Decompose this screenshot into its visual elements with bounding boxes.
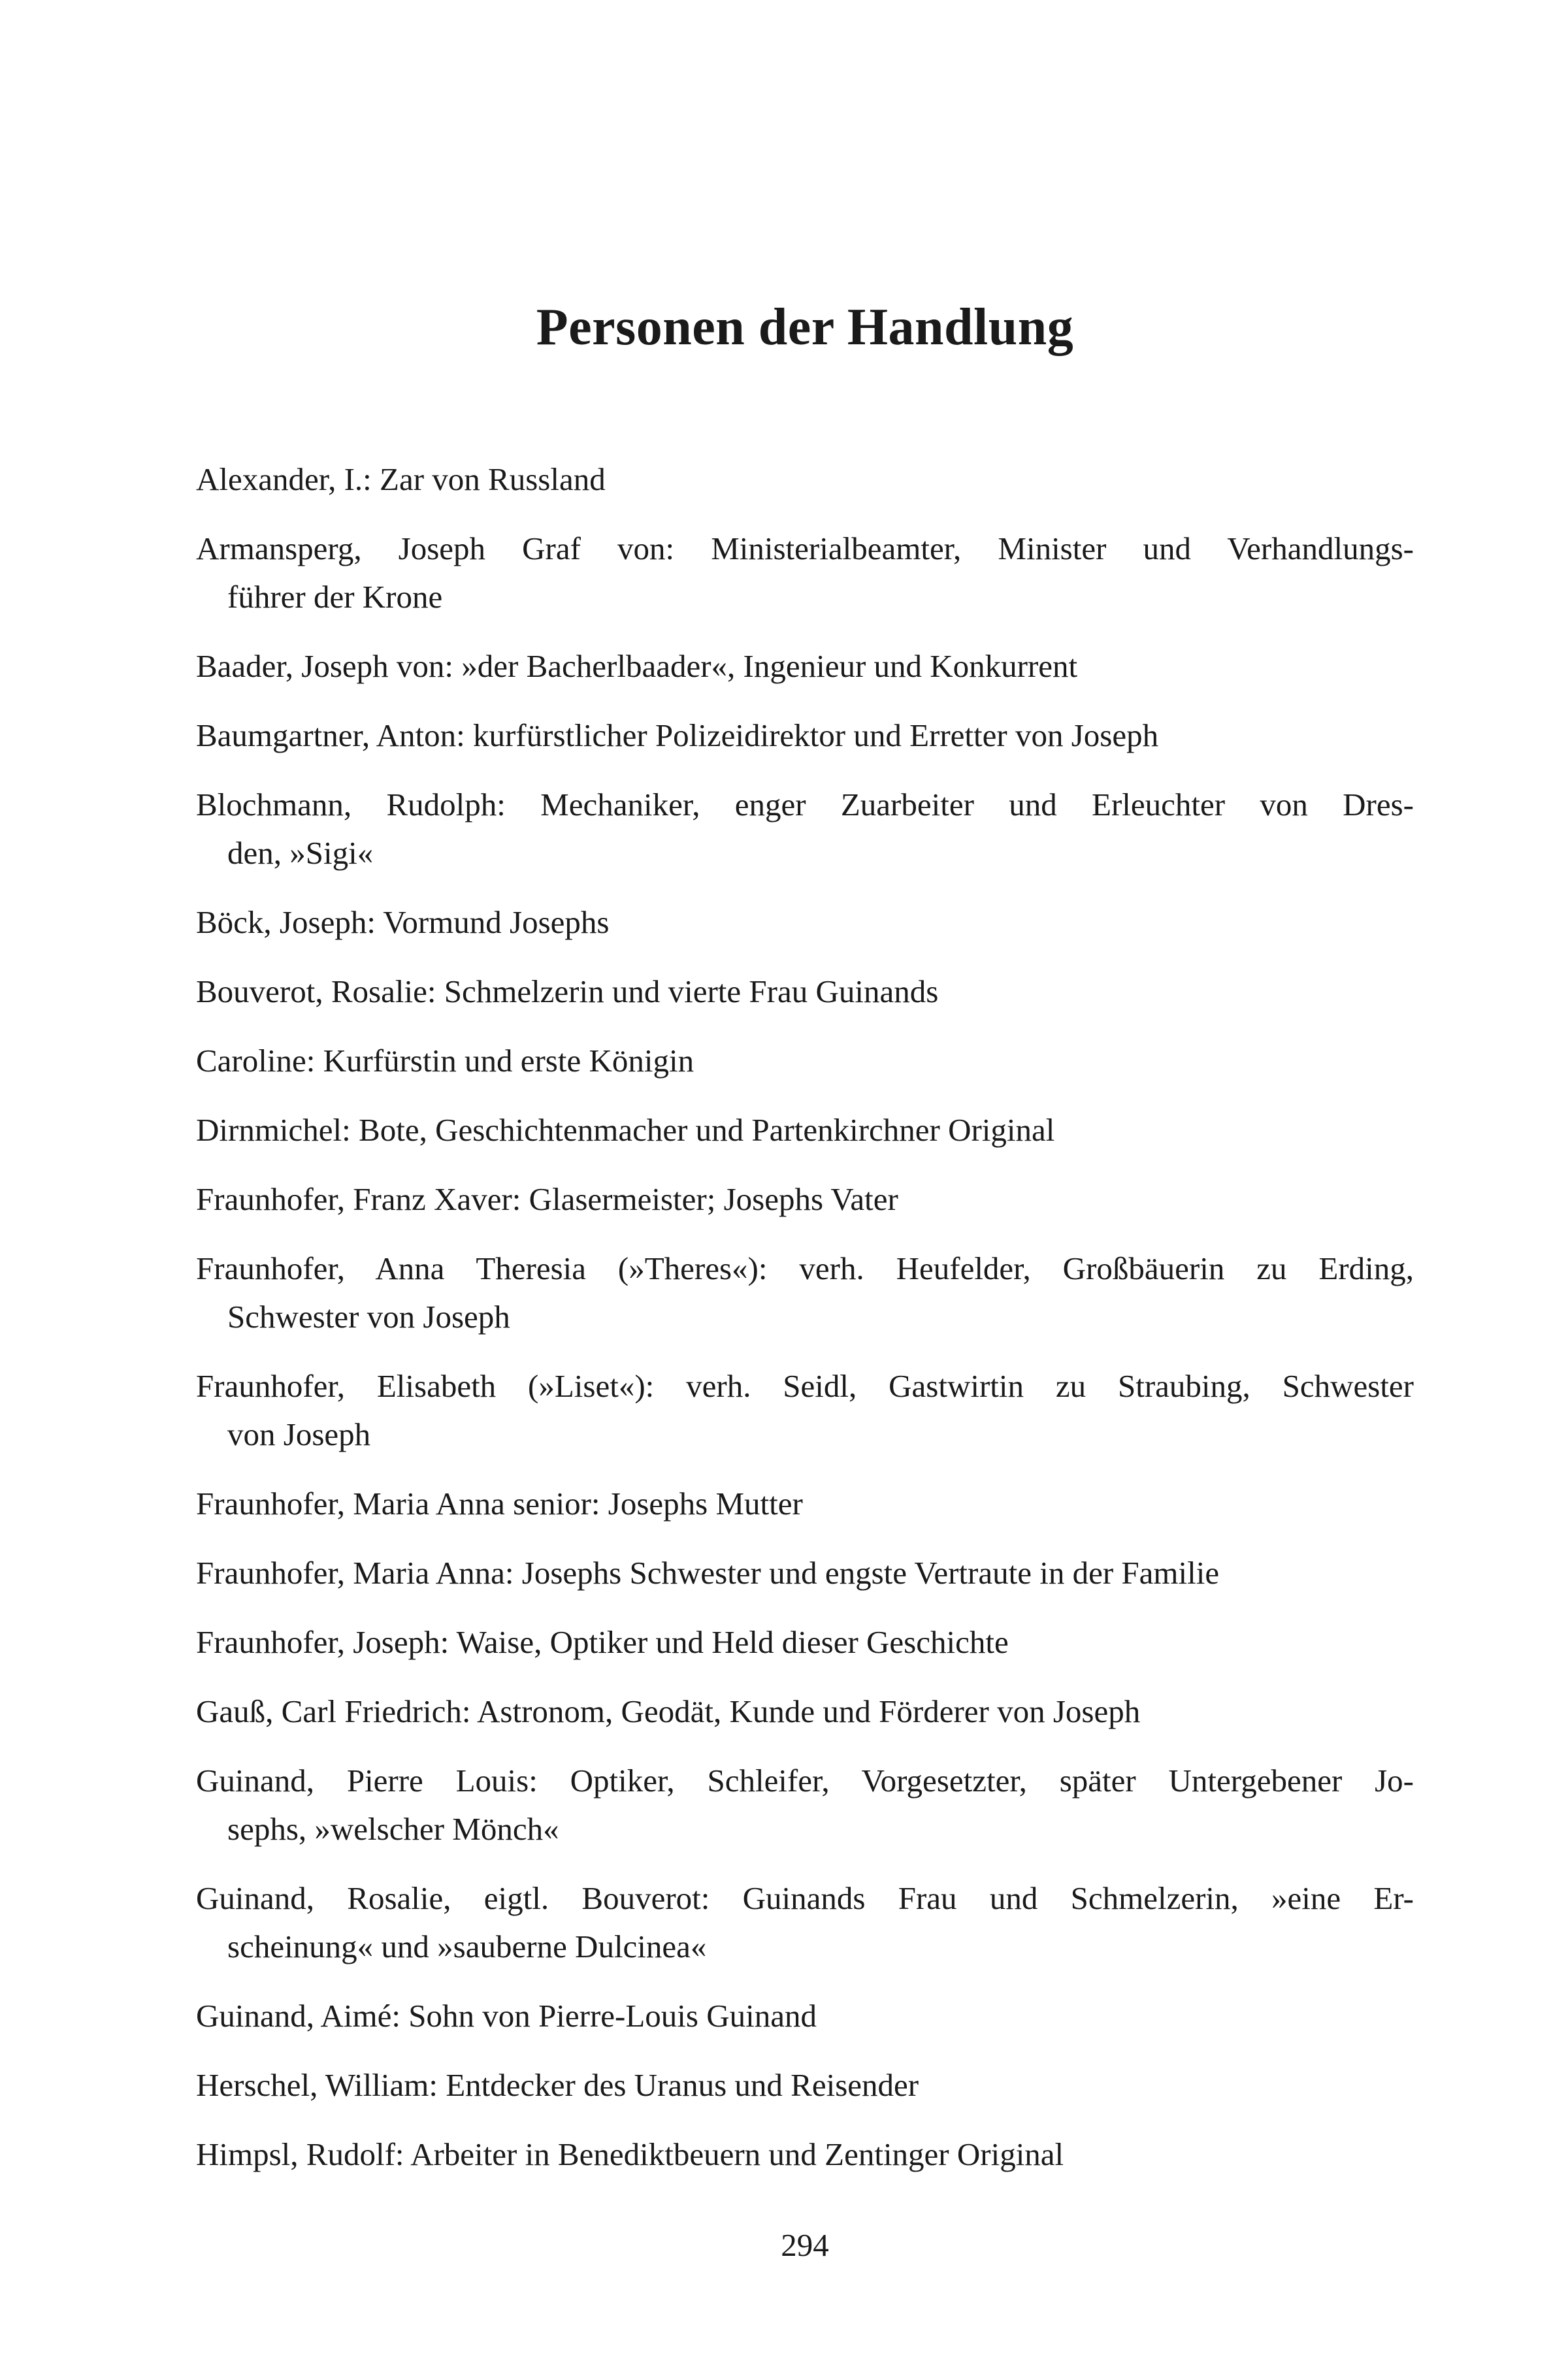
entry-line: von Joseph xyxy=(227,1416,371,1452)
character-entry xyxy=(196,1874,1414,1971)
entry-line: Fraunhofer, Maria Anna: Josephs Schwester und engste Vertraute in der Familie xyxy=(196,1555,1220,1591)
entry-line: scheinung« und »sauberne Dulcinea« xyxy=(227,1929,707,1964)
page-number: 294 xyxy=(781,2227,829,2263)
character-entry xyxy=(196,1245,1414,1341)
character-entry xyxy=(196,2061,1414,2109)
character-entry xyxy=(196,1757,1414,1853)
entry-line: Guinand, Pierre Louis: Optiker, Schleifer, Vorgesetzter, später Untergebener Jo- xyxy=(196,1763,1414,1799)
character-entry xyxy=(196,1106,1414,1154)
entry-line: Baader, Joseph von: »der Bacherlbaader«, Ingenieur und Konkurrent xyxy=(196,648,1078,684)
character-entry xyxy=(196,1992,1414,2040)
entry-line: Fraunhofer, Franz Xaver: Glasermeister; Josephs Vater xyxy=(196,1181,898,1217)
character-entry xyxy=(196,1362,1414,1459)
character-entry xyxy=(196,1037,1414,1085)
character-entry xyxy=(196,968,1414,1016)
entry-line: Schwester von Joseph xyxy=(227,1299,510,1335)
entry-line: den, »Sigi« xyxy=(227,835,374,871)
page-title: Personen der Handlung xyxy=(536,299,1074,356)
entry-line: Guinand, Rosalie, eigtl. Bouverot: Guinands Frau und Schmelzerin, »eine Er- xyxy=(196,1880,1414,1916)
character-entry xyxy=(196,1549,1414,1597)
entry-line: Fraunhofer, Elisabeth (»Liset«): verh. Seidl, Gastwirtin zu Straubing, Schwester xyxy=(196,1368,1414,1404)
character-list xyxy=(196,455,1414,2179)
entry-line: Guinand, Aimé: Sohn von Pierre-Louis Guinand xyxy=(196,1998,817,2034)
entry-line: Gauß, Carl Friedrich: Astronom, Geodät, Kunde und Förderer von Joseph xyxy=(196,1693,1141,1729)
character-entry xyxy=(196,455,1414,504)
entry-line: Baumgartner, Anton: kurfürstlicher Polizeidirektor und Erretter von Joseph xyxy=(196,717,1159,753)
entry-line: Bouverot, Rosalie: Schmelzerin und vierte Frau Guinands xyxy=(196,973,939,1009)
character-entry xyxy=(196,1480,1414,1528)
entry-line: Dirnmichel: Bote, Geschichtenmacher und Partenkirchner Original xyxy=(196,1112,1055,1148)
character-entry xyxy=(196,525,1414,621)
character-entry xyxy=(196,1618,1414,1667)
entry-line: Fraunhofer, Joseph: Waise, Optiker und Held dieser Geschichte xyxy=(196,1624,1009,1660)
entry-line: Himpsl, Rudolf: Arbeiter in Benediktbeuern und Zentinger Original xyxy=(196,2136,1064,2172)
entry-line: sephs, »welscher Mönch« xyxy=(227,1811,559,1847)
entry-line: Fraunhofer, Maria Anna senior: Josephs Mutter xyxy=(196,1486,803,1522)
character-entry xyxy=(196,711,1414,760)
character-entry xyxy=(196,642,1414,691)
entry-line: Alexander, I.: Zar von Russland xyxy=(196,461,606,497)
character-entry xyxy=(196,898,1414,947)
character-entry xyxy=(196,1175,1414,1224)
entry-line: Blochmann, Rudolph: Mechaniker, enger Zuarbeiter und Erleuchter von Dres- xyxy=(196,787,1414,823)
character-entry xyxy=(196,1687,1414,1736)
entry-line: Böck, Joseph: Vormund Josephs xyxy=(196,904,610,940)
entry-line: Herschel, William: Entdecker des Uranus und Reisender xyxy=(196,2067,919,2103)
entry-line: Fraunhofer, Anna Theresia (»Theres«): verh. Heufelder, Großbäuerin zu Erding, xyxy=(196,1250,1414,1286)
character-entry xyxy=(196,2130,1414,2179)
entry-line: Armansperg, Joseph Graf von: Ministerialbeamter, Minister und Verhandlungs- xyxy=(196,530,1414,566)
entry-line: Caroline: Kurfürstin und erste Königin xyxy=(196,1043,694,1079)
character-entry xyxy=(196,781,1414,877)
entry-line: führer der Krone xyxy=(227,579,443,615)
